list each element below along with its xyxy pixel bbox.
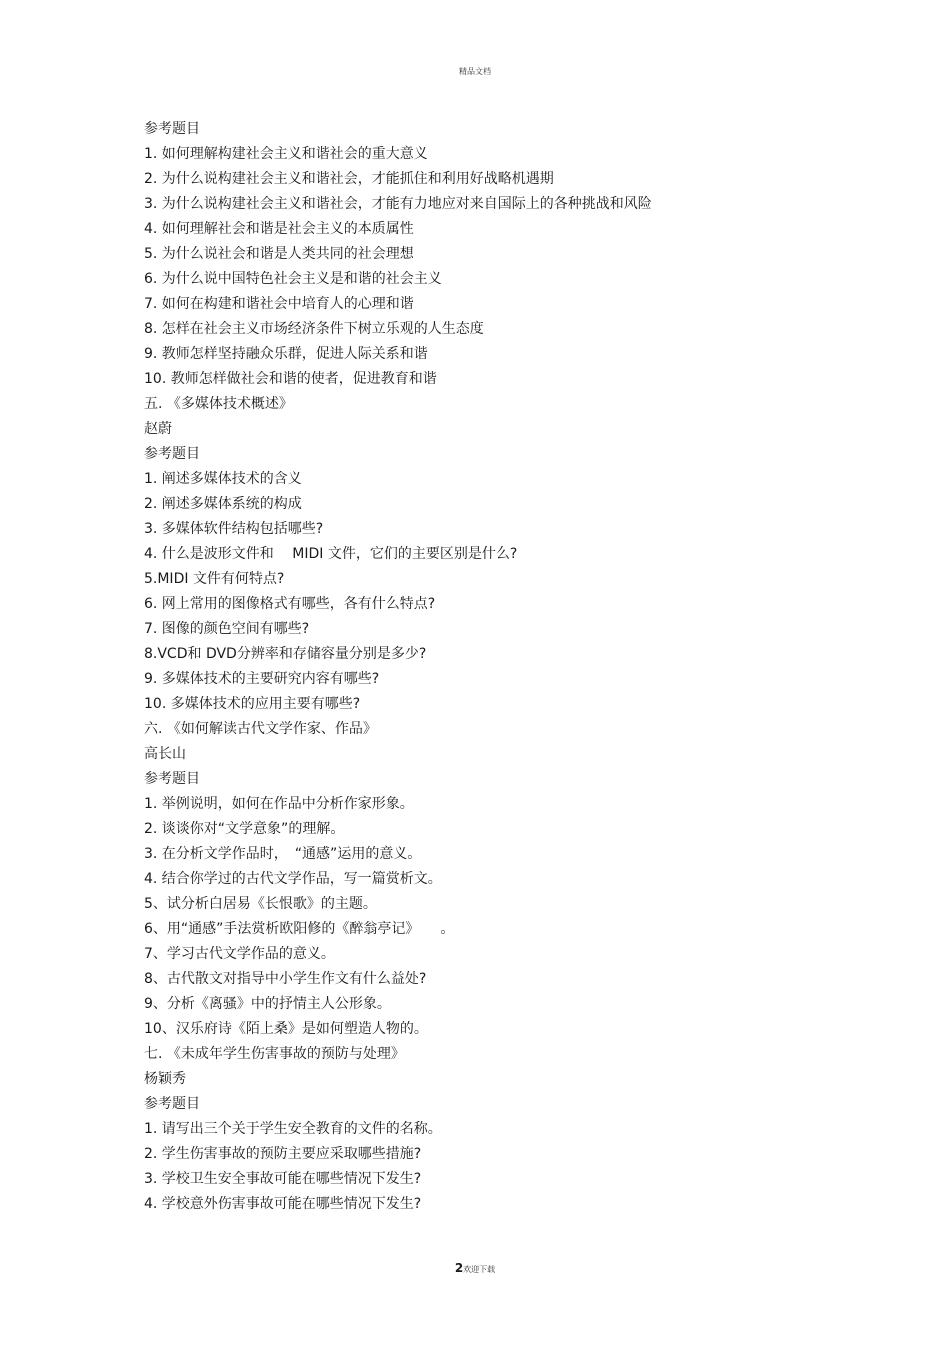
text-line: 2. 学生伤害事故的预防主要应采取哪些措施? xyxy=(144,1146,422,1162)
text-line: 10. 教师怎样做社会和谐的使者，促进教育和谐 xyxy=(144,371,437,387)
text-line: 赵蔚 xyxy=(144,421,172,437)
text-line: 8. 怎样在社会主义市场经济条件下树立乐观的人生态度 xyxy=(144,321,484,337)
text-line: 4. 如何理解社会和谐是社会主义的本质属性 xyxy=(144,221,414,237)
text-line: 1. 阐述多媒体技术的含义 xyxy=(144,471,302,487)
text-line: 高长山 xyxy=(144,746,186,762)
text-line: 4. 学校意外伤害事故可能在哪些情况下发生? xyxy=(144,1196,422,1212)
text-line: 4. 结合你学过的古代文学作品，写一篇赏析文。 xyxy=(144,871,442,887)
text-line: 2. 为什么说构建社会主义和谐社会，才能抓住和利用好战略机遇期 xyxy=(144,171,554,187)
text-line: 4. 什么是波形文件和 MIDI 文件，它们的主要区别是什么? xyxy=(144,546,518,562)
text-line: 参考题目 xyxy=(144,1096,200,1112)
text-line: 10、汉乐府诗《陌上桑》是如何塑造人物的。 xyxy=(144,1021,428,1037)
text-line: 8.VCD和 DVD分辨率和存储容量分别是多少? xyxy=(144,646,427,662)
page-number: 2 xyxy=(454,1261,464,1275)
text-line: 参考题目 xyxy=(144,446,200,462)
page-footer xyxy=(0,1261,950,1275)
text-line: 六. 《如何解读古代文学作家、作品》 xyxy=(144,721,377,737)
document-body xyxy=(144,117,864,1217)
text-line: 6、用“通感”手法赏析欧阳修的《醉翁亭记》 。 xyxy=(144,921,455,937)
text-line: 9. 教师怎样坚持融众乐群，促进人际关系和谐 xyxy=(144,346,428,362)
text-line: 7、学习古代文学作品的意义。 xyxy=(144,946,335,962)
text-line: 6. 为什么说中国特色社会主义是和谐的社会主义 xyxy=(144,271,442,287)
text-line: 7. 如何在构建和谐社会中培育人的心理和谐 xyxy=(144,296,414,312)
text-line: 七. 《未成年学生伤害事故的预防与处理》 xyxy=(144,1046,405,1062)
text-line: 10. 多媒体技术的应用主要有哪些? xyxy=(144,696,361,712)
text-line: 5. 为什么说社会和谐是人类共同的社会理想 xyxy=(144,246,414,262)
text-line: 6. 网上常用的图像格式有哪些，各有什么特点? xyxy=(144,596,436,612)
text-line: 9. 多媒体技术的主要研究内容有哪些? xyxy=(144,671,380,687)
text-line: 参考题目 xyxy=(144,771,200,787)
text-line: 2. 阐述多媒体系统的构成 xyxy=(144,496,302,512)
text-line: 3. 为什么说构建社会主义和谐社会，才能有力地应对来自国际上的各种挑战和风险 xyxy=(144,196,652,212)
text-line: 5.MIDI 文件有何特点? xyxy=(144,571,285,587)
text-line: 五. 《多媒体技术概述》 xyxy=(144,396,293,412)
text-line: 1. 举例说明，如何在作品中分析作家形象。 xyxy=(144,796,414,812)
text-line: 1. 如何理解构建社会主义和谐社会的重大意义 xyxy=(144,146,428,162)
text-line: 3. 多媒体软件结构包括哪些? xyxy=(144,521,324,537)
text-line: 参考题目 xyxy=(144,121,200,137)
text-line: 8、古代散文对指导中小学生作文有什么益处? xyxy=(144,971,427,987)
header-watermark: 精品文档 xyxy=(459,67,491,76)
text-line: 9、分析《离骚》中的抒情主人公形象。 xyxy=(144,996,391,1012)
footer-caption: 欢迎下载 xyxy=(463,1265,496,1274)
text-line: 5、试分析白居易《长恨歌》的主题。 xyxy=(144,896,377,912)
text-line: 3. 学校卫生安全事故可能在哪些情况下发生? xyxy=(144,1171,422,1187)
text-line: 7. 图像的颜色空间有哪些? xyxy=(144,621,310,637)
text-line: 2. 谈谈你对“文学意象”的理解。 xyxy=(144,821,345,837)
text-line: 1. 请写出三个关于学生安全教育的文件的名称。 xyxy=(144,1121,442,1137)
text-line: 3. 在分析文学作品时， “通感”运用的意义。 xyxy=(144,846,422,862)
text-line: 杨颖秀 xyxy=(144,1071,186,1087)
